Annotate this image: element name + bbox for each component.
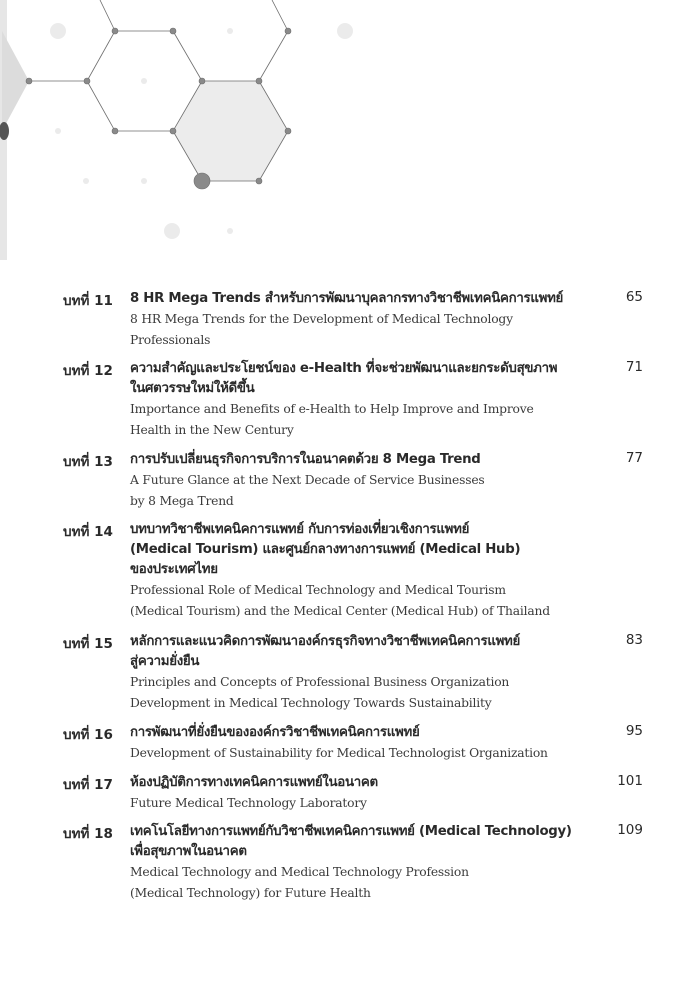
- thai-title-line: เทคโนโลยีทางการแพทย์กับวิชาชีพเทคนิคการแพทย์ (Medical Technology): [130, 824, 572, 839]
- thai-title-line: (Medical Tourism) และศูนย์กลางทางการแพทย์ (Medical Hub): [130, 542, 521, 557]
- thai-title-line: หลักการและแนวคิดการพัฒนาองค์กรธุรกิจทางวิชาชีพเทคนิคการแพทย์: [130, 634, 521, 649]
- shaded-hexagon: [173, 81, 288, 181]
- english-title-line: Development of Sustainability for Medical Technologist Organization: [130, 746, 548, 760]
- chapter-label: บทที่ 13: [63, 454, 113, 470]
- thai-title-line: การปรับเปลี่ยนธุรกิจการบริการในอนาคตด้วย 8 Mega Trend: [130, 452, 481, 467]
- english-title-line: Professionals: [130, 332, 211, 347]
- thai-title-line: เพื่อสุขภาพในอนาคต: [130, 844, 247, 859]
- page-number: 65: [625, 289, 643, 305]
- english-title-line: Health in the New Century: [130, 422, 294, 437]
- english-title-line: Development in Medical Technology Towards Sustainability: [130, 695, 492, 710]
- page-number: 83: [625, 632, 643, 648]
- thai-title-line: บทบาทวิชาชีพเทคนิคการแพทย์ กับการท่องเที่ยวเชิงการแพทย์: [130, 522, 470, 537]
- hexagon-decoration: [0, 0, 695, 260]
- page-number: 109: [617, 822, 643, 838]
- page-number: 101: [617, 773, 643, 789]
- chapter-label: บทที่ 14: [63, 524, 113, 540]
- english-title-line: by 8 Mega Trend: [130, 493, 234, 508]
- left-edge-dark-node: [0, 122, 9, 140]
- english-title-line: Importance and Benefits of e-Health to Help Improve and Improve: [130, 402, 534, 416]
- thai-title-line: ในศตวรรษใหม่ให้ดีขึ้น: [130, 381, 255, 396]
- thai-title-line: สู่ความยั่งยืน: [130, 654, 200, 669]
- english-title-line: Medical Technology and Medical Technology Profession: [130, 865, 469, 879]
- chapter-label: บทที่ 15: [63, 636, 113, 652]
- english-title-line: (Medical Technology) for Future Health: [130, 885, 371, 900]
- thai-title-line: ของประเทศไทย: [130, 562, 218, 577]
- thai-title-line: 8 HR Mega Trends สำหรับการพัฒนาบุคลากรทางวิชาชีพเทคนิคการแพทย์: [130, 291, 564, 306]
- chapter-label: บทที่ 17: [63, 777, 113, 793]
- thai-title-line: ห้องปฏิบัติการทางเทคนิคการแพทย์ในอนาคต: [130, 775, 378, 790]
- page-number: 77: [625, 450, 643, 466]
- page-number: 95: [625, 723, 643, 739]
- thai-title-line: ความสำคัญและประโยชน์ของ e-Health ที่จะช่วยพัฒนาและยกระดับสุขภาพ: [130, 361, 558, 376]
- page-number: 71: [625, 359, 643, 375]
- chapter-label: บทที่ 12: [63, 363, 113, 379]
- english-title-line: A Future Glance at the Next Decade of Service Businesses: [130, 473, 485, 487]
- english-title-line: 8 HR Mega Trends for the Development of Medical Technology: [130, 312, 513, 326]
- english-title-line: (Medical Tourism) and the Medical Center (Medical Hub) of Thailand: [130, 603, 550, 618]
- left-edge-hexagon: [2, 31, 29, 131]
- english-title-line: Professional Role of Medical Technology and Medical Tourism: [130, 583, 506, 597]
- english-title-line: Future Medical Technology Laboratory: [130, 796, 367, 810]
- english-title-line: Principles and Concepts of Professional Business Organization: [130, 675, 510, 689]
- chapter-label: บทที่ 11: [63, 293, 113, 309]
- thai-title-line: การพัฒนาที่ยั่งยืนขององค์กรวิชาชีพเทคนิคการแพทย์: [130, 725, 420, 740]
- chapter-label: บทที่ 16: [63, 727, 113, 743]
- chapter-label: บทที่ 18: [63, 826, 113, 842]
